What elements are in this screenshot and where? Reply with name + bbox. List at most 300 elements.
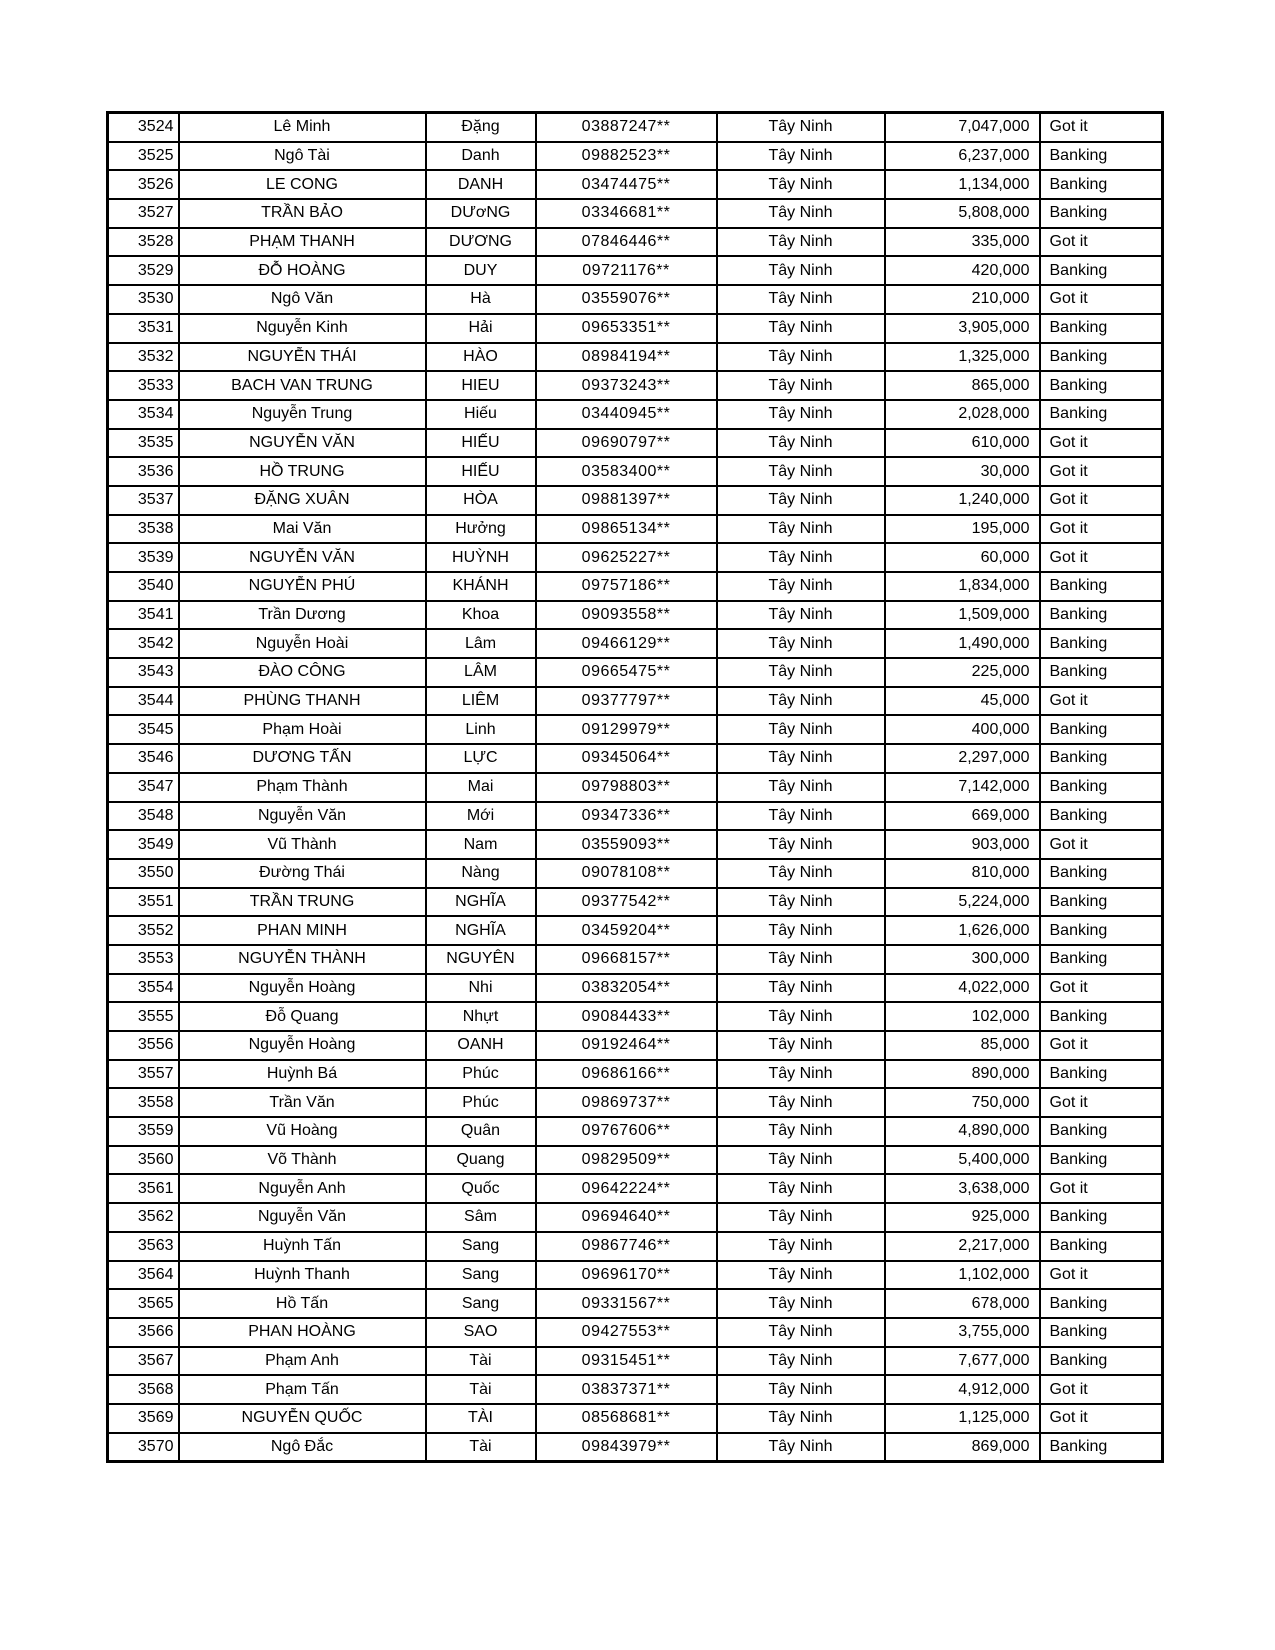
cell-status: Banking <box>1040 859 1163 888</box>
cell-row-number: 3536 <box>108 457 179 486</box>
cell-status: Banking <box>1040 1347 1163 1376</box>
cell-last-name: Hiếu <box>426 400 536 429</box>
cell-row-number: 3537 <box>108 486 179 515</box>
cell-province: Tây Ninh <box>717 1375 885 1404</box>
cell-first-name: Vũ Hoàng <box>179 1117 426 1146</box>
cell-amount: 210,000 <box>885 285 1040 314</box>
cell-row-number: 3558 <box>108 1088 179 1117</box>
table-body <box>108 113 1163 1462</box>
cell-phone-masked: 09192464** <box>536 1031 717 1060</box>
cell-last-name: LIÊM <box>426 687 536 716</box>
cell-first-name: ĐỖ HOÀNG <box>179 256 426 285</box>
cell-status: Banking <box>1040 658 1163 687</box>
cell-phone-masked: 09867746** <box>536 1232 717 1261</box>
cell-amount: 1,834,000 <box>885 572 1040 601</box>
cell-phone-masked: 09757186** <box>536 572 717 601</box>
cell-province: Tây Ninh <box>717 1318 885 1347</box>
cell-status: Banking <box>1040 888 1163 917</box>
cell-phone-masked: 09466129** <box>536 629 717 658</box>
cell-last-name: Tài <box>426 1433 536 1462</box>
cell-phone-masked: 03440945** <box>536 400 717 429</box>
table-row <box>108 1318 1163 1347</box>
cell-status: Got it <box>1040 429 1163 458</box>
cell-row-number: 3560 <box>108 1146 179 1175</box>
cell-row-number: 3535 <box>108 429 179 458</box>
cell-row-number: 3539 <box>108 543 179 572</box>
cell-first-name: ĐÀO CÔNG <box>179 658 426 687</box>
cell-amount: 4,912,000 <box>885 1375 1040 1404</box>
cell-last-name: NGHĨA <box>426 888 536 917</box>
cell-last-name: Nhi <box>426 974 536 1003</box>
cell-province: Tây Ninh <box>717 687 885 716</box>
cell-last-name: Khoa <box>426 601 536 630</box>
cell-first-name: Nguyễn Văn <box>179 1203 426 1232</box>
cell-amount: 85,000 <box>885 1031 1040 1060</box>
cell-row-number: 3543 <box>108 658 179 687</box>
cell-amount: 7,677,000 <box>885 1347 1040 1376</box>
cell-last-name: Quốc <box>426 1174 536 1203</box>
cell-status: Banking <box>1040 1318 1163 1347</box>
cell-status: Banking <box>1040 371 1163 400</box>
cell-row-number: 3541 <box>108 601 179 630</box>
cell-row-number: 3570 <box>108 1433 179 1462</box>
cell-phone-masked: 09881397** <box>536 486 717 515</box>
cell-amount: 4,022,000 <box>885 974 1040 1003</box>
cell-amount: 45,000 <box>885 687 1040 716</box>
cell-phone-masked: 03474475** <box>536 170 717 199</box>
cell-last-name: Tài <box>426 1347 536 1376</box>
cell-province: Tây Ninh <box>717 715 885 744</box>
cell-last-name: LÂM <box>426 658 536 687</box>
table-row <box>108 1289 1163 1318</box>
cell-first-name: NGUYỄN THÁI <box>179 343 426 372</box>
cell-row-number: 3552 <box>108 916 179 945</box>
cell-row-number: 3538 <box>108 515 179 544</box>
cell-phone-masked: 09331567** <box>536 1289 717 1318</box>
cell-first-name: HỒ TRUNG <box>179 457 426 486</box>
cell-status: Banking <box>1040 715 1163 744</box>
table-row <box>108 658 1163 687</box>
cell-first-name: LE CONG <box>179 170 426 199</box>
cell-row-number: 3551 <box>108 888 179 917</box>
cell-phone-masked: 08984194** <box>536 343 717 372</box>
cell-province: Tây Ninh <box>717 400 885 429</box>
cell-first-name: Ngô Tài <box>179 142 426 171</box>
cell-row-number: 3567 <box>108 1347 179 1376</box>
table-row <box>108 1203 1163 1232</box>
cell-row-number: 3565 <box>108 1289 179 1318</box>
cell-last-name: Sang <box>426 1232 536 1261</box>
cell-row-number: 3528 <box>108 228 179 257</box>
cell-province: Tây Ninh <box>717 1347 885 1376</box>
cell-row-number: 3540 <box>108 572 179 601</box>
cell-first-name: Huỳnh Tấn <box>179 1232 426 1261</box>
cell-first-name: Nguyễn Kinh <box>179 314 426 343</box>
cell-status: Got it <box>1040 1031 1163 1060</box>
table-row <box>108 371 1163 400</box>
cell-status: Banking <box>1040 1002 1163 1031</box>
cell-phone-masked: 09078108** <box>536 859 717 888</box>
cell-phone-masked: 09084433** <box>536 1002 717 1031</box>
cell-province: Tây Ninh <box>717 1232 885 1261</box>
table-row <box>108 601 1163 630</box>
cell-status: Banking <box>1040 1232 1163 1261</box>
cell-status: Banking <box>1040 773 1163 802</box>
cell-province: Tây Ninh <box>717 945 885 974</box>
table-row <box>108 715 1163 744</box>
cell-row-number: 3526 <box>108 170 179 199</box>
cell-province: Tây Ninh <box>717 486 885 515</box>
cell-province: Tây Ninh <box>717 1289 885 1318</box>
cell-province: Tây Ninh <box>717 113 885 142</box>
table-row <box>108 1060 1163 1089</box>
cell-amount: 865,000 <box>885 371 1040 400</box>
cell-row-number: 3561 <box>108 1174 179 1203</box>
cell-first-name: NGUYỄN THÀNH <box>179 945 426 974</box>
cell-province: Tây Ninh <box>717 888 885 917</box>
table-row <box>108 916 1163 945</box>
cell-amount: 890,000 <box>885 1060 1040 1089</box>
cell-amount: 869,000 <box>885 1433 1040 1462</box>
cell-status: Got it <box>1040 1375 1163 1404</box>
table-row <box>108 199 1163 228</box>
cell-phone-masked: 09882523** <box>536 142 717 171</box>
cell-status: Got it <box>1040 228 1163 257</box>
cell-amount: 1,134,000 <box>885 170 1040 199</box>
cell-province: Tây Ninh <box>717 629 885 658</box>
cell-province: Tây Ninh <box>717 314 885 343</box>
cell-amount: 7,142,000 <box>885 773 1040 802</box>
cell-phone-masked: 07846446** <box>536 228 717 257</box>
cell-status: Got it <box>1040 830 1163 859</box>
cell-first-name: TRẦN TRUNG <box>179 888 426 917</box>
cell-last-name: Nam <box>426 830 536 859</box>
cell-last-name: SAO <box>426 1318 536 1347</box>
cell-amount: 5,808,000 <box>885 199 1040 228</box>
cell-last-name: HIEU <box>426 371 536 400</box>
cell-first-name: Huỳnh Bá <box>179 1060 426 1089</box>
table-row <box>108 1031 1163 1060</box>
cell-province: Tây Ninh <box>717 1060 885 1089</box>
cell-last-name: Nhựt <box>426 1002 536 1031</box>
cell-amount: 3,638,000 <box>885 1174 1040 1203</box>
cell-phone-masked: 09686166** <box>536 1060 717 1089</box>
cell-amount: 225,000 <box>885 658 1040 687</box>
table-row <box>108 457 1163 486</box>
table-row <box>108 1347 1163 1376</box>
cell-first-name: Mai Văn <box>179 515 426 544</box>
cell-first-name: NGUYỄN VĂN <box>179 543 426 572</box>
cell-amount: 669,000 <box>885 802 1040 831</box>
cell-status: Banking <box>1040 1060 1163 1089</box>
cell-row-number: 3568 <box>108 1375 179 1404</box>
cell-last-name: NGUYÊN <box>426 945 536 974</box>
cell-row-number: 3563 <box>108 1232 179 1261</box>
table-row <box>108 343 1163 372</box>
cell-phone-masked: 09653351** <box>536 314 717 343</box>
cell-first-name: Hồ Tấn <box>179 1289 426 1318</box>
cell-amount: 195,000 <box>885 515 1040 544</box>
cell-status: Got it <box>1040 1174 1163 1203</box>
cell-status: Banking <box>1040 1146 1163 1175</box>
cell-province: Tây Ninh <box>717 974 885 1003</box>
cell-phone-masked: 09345064** <box>536 744 717 773</box>
table-row <box>108 1117 1163 1146</box>
cell-amount: 3,755,000 <box>885 1318 1040 1347</box>
cell-first-name: Nguyễn Hoài <box>179 629 426 658</box>
cell-last-name: Phúc <box>426 1088 536 1117</box>
cell-row-number: 3557 <box>108 1060 179 1089</box>
table-row <box>108 1375 1163 1404</box>
cell-province: Tây Ninh <box>717 199 885 228</box>
cell-row-number: 3548 <box>108 802 179 831</box>
cell-amount: 2,297,000 <box>885 744 1040 773</box>
table-row <box>108 228 1163 257</box>
cell-status: Banking <box>1040 400 1163 429</box>
cell-last-name: Hải <box>426 314 536 343</box>
cell-amount: 750,000 <box>885 1088 1040 1117</box>
cell-amount: 2,217,000 <box>885 1232 1040 1261</box>
cell-phone-masked: 09696170** <box>536 1261 717 1290</box>
cell-first-name: Nguyễn Anh <box>179 1174 426 1203</box>
cell-status: Got it <box>1040 543 1163 572</box>
table-row <box>108 1232 1163 1261</box>
table-row <box>108 1002 1163 1031</box>
cell-status: Banking <box>1040 916 1163 945</box>
cell-row-number: 3530 <box>108 285 179 314</box>
cell-amount: 300,000 <box>885 945 1040 974</box>
cell-status: Banking <box>1040 170 1163 199</box>
table-row <box>108 515 1163 544</box>
cell-status: Banking <box>1040 744 1163 773</box>
table-row <box>108 945 1163 974</box>
cell-amount: 1,102,000 <box>885 1261 1040 1290</box>
cell-first-name: Nguyễn Trung <box>179 400 426 429</box>
cell-first-name: Nguyễn Văn <box>179 802 426 831</box>
cell-last-name: DƯơNG <box>426 199 536 228</box>
cell-last-name: Quân <box>426 1117 536 1146</box>
cell-row-number: 3566 <box>108 1318 179 1347</box>
cell-last-name: Đặng <box>426 113 536 142</box>
cell-amount: 5,224,000 <box>885 888 1040 917</box>
cell-province: Tây Ninh <box>717 457 885 486</box>
cell-province: Tây Ninh <box>717 371 885 400</box>
recipient-table <box>106 111 1164 1463</box>
cell-status: Banking <box>1040 802 1163 831</box>
cell-row-number: 3544 <box>108 687 179 716</box>
table-row <box>108 314 1163 343</box>
cell-first-name: Võ Thành <box>179 1146 426 1175</box>
cell-phone-masked: 03559076** <box>536 285 717 314</box>
cell-row-number: 3554 <box>108 974 179 1003</box>
table-row <box>108 1404 1163 1433</box>
cell-phone-masked: 09315451** <box>536 1347 717 1376</box>
cell-last-name: Danh <box>426 142 536 171</box>
cell-phone-masked: 08568681** <box>536 1404 717 1433</box>
cell-phone-masked: 09625227** <box>536 543 717 572</box>
cell-last-name: Sang <box>426 1261 536 1290</box>
cell-first-name: Lê Minh <box>179 113 426 142</box>
cell-phone-masked: 09829509** <box>536 1146 717 1175</box>
cell-row-number: 3529 <box>108 256 179 285</box>
table-row <box>108 1174 1163 1203</box>
table-row <box>108 486 1163 515</box>
cell-last-name: NGHĨA <box>426 916 536 945</box>
cell-row-number: 3542 <box>108 629 179 658</box>
cell-phone-masked: 03583400** <box>536 457 717 486</box>
cell-amount: 3,905,000 <box>885 314 1040 343</box>
cell-last-name: DANH <box>426 170 536 199</box>
cell-first-name: PHAN MINH <box>179 916 426 945</box>
cell-status: Banking <box>1040 945 1163 974</box>
cell-first-name: Nguyễn Hoàng <box>179 1031 426 1060</box>
cell-phone-masked: 09668157** <box>536 945 717 974</box>
cell-first-name: Phạm Tấn <box>179 1375 426 1404</box>
table-row <box>108 888 1163 917</box>
table-row <box>108 974 1163 1003</box>
cell-first-name: Phạm Anh <box>179 1347 426 1376</box>
cell-province: Tây Ninh <box>717 830 885 859</box>
cell-first-name: Phạm Thành <box>179 773 426 802</box>
cell-phone-masked: 09767606** <box>536 1117 717 1146</box>
cell-last-name: TÀI <box>426 1404 536 1433</box>
cell-province: Tây Ninh <box>717 1203 885 1232</box>
cell-row-number: 3527 <box>108 199 179 228</box>
cell-first-name: Trần Văn <box>179 1088 426 1117</box>
cell-first-name: Ngô Văn <box>179 285 426 314</box>
cell-amount: 810,000 <box>885 859 1040 888</box>
cell-phone-masked: 03346681** <box>536 199 717 228</box>
cell-phone-masked: 03837371** <box>536 1375 717 1404</box>
cell-status: Got it <box>1040 1404 1163 1433</box>
cell-province: Tây Ninh <box>717 256 885 285</box>
cell-row-number: 3549 <box>108 830 179 859</box>
cell-last-name: Sâm <box>426 1203 536 1232</box>
table-row <box>108 830 1163 859</box>
cell-status: Banking <box>1040 1289 1163 1318</box>
cell-province: Tây Ninh <box>717 916 885 945</box>
cell-status: Got it <box>1040 515 1163 544</box>
cell-last-name: HÀO <box>426 343 536 372</box>
table-row <box>108 113 1163 142</box>
cell-last-name: Tài <box>426 1375 536 1404</box>
cell-row-number: 3525 <box>108 142 179 171</box>
table-row <box>108 572 1163 601</box>
cell-row-number: 3532 <box>108 343 179 372</box>
cell-last-name: OANH <box>426 1031 536 1060</box>
cell-province: Tây Ninh <box>717 228 885 257</box>
cell-status: Got it <box>1040 1088 1163 1117</box>
cell-last-name: DUY <box>426 256 536 285</box>
cell-first-name: Huỳnh Thanh <box>179 1261 426 1290</box>
cell-row-number: 3550 <box>108 859 179 888</box>
cell-last-name: Quang <box>426 1146 536 1175</box>
cell-last-name: Sang <box>426 1289 536 1318</box>
cell-last-name: DƯƠNG <box>426 228 536 257</box>
cell-amount: 102,000 <box>885 1002 1040 1031</box>
cell-first-name: NGUYỄN QUỐC <box>179 1404 426 1433</box>
cell-status: Got it <box>1040 974 1163 1003</box>
cell-province: Tây Ninh <box>717 543 885 572</box>
cell-amount: 903,000 <box>885 830 1040 859</box>
cell-last-name: Phúc <box>426 1060 536 1089</box>
cell-province: Tây Ninh <box>717 1404 885 1433</box>
table-row <box>108 429 1163 458</box>
cell-row-number: 3533 <box>108 371 179 400</box>
cell-last-name: KHÁNH <box>426 572 536 601</box>
cell-amount: 335,000 <box>885 228 1040 257</box>
cell-first-name: PHAN HOÀNG <box>179 1318 426 1347</box>
cell-row-number: 3546 <box>108 744 179 773</box>
cell-first-name: BACH VAN TRUNG <box>179 371 426 400</box>
cell-first-name: Nguyễn Hoàng <box>179 974 426 1003</box>
cell-phone-masked: 03887247** <box>536 113 717 142</box>
cell-phone-masked: 09129979** <box>536 715 717 744</box>
cell-status: Banking <box>1040 199 1163 228</box>
table-row <box>108 773 1163 802</box>
cell-row-number: 3547 <box>108 773 179 802</box>
cell-last-name: Linh <box>426 715 536 744</box>
cell-province: Tây Ninh <box>717 1433 885 1462</box>
cell-phone-masked: 03559093** <box>536 830 717 859</box>
cell-row-number: 3562 <box>108 1203 179 1232</box>
cell-province: Tây Ninh <box>717 802 885 831</box>
cell-last-name: HIẾU <box>426 429 536 458</box>
cell-amount: 2,028,000 <box>885 400 1040 429</box>
table-row <box>108 629 1163 658</box>
cell-phone-masked: 09843979** <box>536 1433 717 1462</box>
cell-province: Tây Ninh <box>717 744 885 773</box>
cell-row-number: 3555 <box>108 1002 179 1031</box>
table-row <box>108 400 1163 429</box>
cell-row-number: 3531 <box>108 314 179 343</box>
table-row <box>108 1088 1163 1117</box>
cell-first-name: Đường Thái <box>179 859 426 888</box>
cell-last-name: Lâm <box>426 629 536 658</box>
cell-first-name: Trần Dương <box>179 601 426 630</box>
cell-province: Tây Ninh <box>717 601 885 630</box>
cell-phone-masked: 03459204** <box>536 916 717 945</box>
cell-province: Tây Ninh <box>717 1002 885 1031</box>
cell-last-name: HIẾU <box>426 457 536 486</box>
table-row <box>108 1433 1163 1462</box>
cell-province: Tây Ninh <box>717 1146 885 1175</box>
cell-status: Got it <box>1040 486 1163 515</box>
table-row <box>108 687 1163 716</box>
cell-status: Banking <box>1040 314 1163 343</box>
cell-phone-masked: 03832054** <box>536 974 717 1003</box>
table-row <box>108 1146 1163 1175</box>
cell-last-name: LỰC <box>426 744 536 773</box>
cell-province: Tây Ninh <box>717 170 885 199</box>
cell-status: Banking <box>1040 572 1163 601</box>
cell-amount: 60,000 <box>885 543 1040 572</box>
cell-row-number: 3553 <box>108 945 179 974</box>
cell-status: Banking <box>1040 1117 1163 1146</box>
cell-last-name: Mới <box>426 802 536 831</box>
cell-province: Tây Ninh <box>717 658 885 687</box>
cell-province: Tây Ninh <box>717 1261 885 1290</box>
cell-status: Got it <box>1040 687 1163 716</box>
cell-first-name: NGUYỄN VĂN <box>179 429 426 458</box>
cell-status: Got it <box>1040 113 1163 142</box>
cell-first-name: ĐẶNG XUÂN <box>179 486 426 515</box>
cell-first-name: NGUYỄN PHÚ <box>179 572 426 601</box>
cell-province: Tây Ninh <box>717 1088 885 1117</box>
cell-amount: 420,000 <box>885 256 1040 285</box>
cell-phone-masked: 09721176** <box>536 256 717 285</box>
cell-province: Tây Ninh <box>717 1117 885 1146</box>
